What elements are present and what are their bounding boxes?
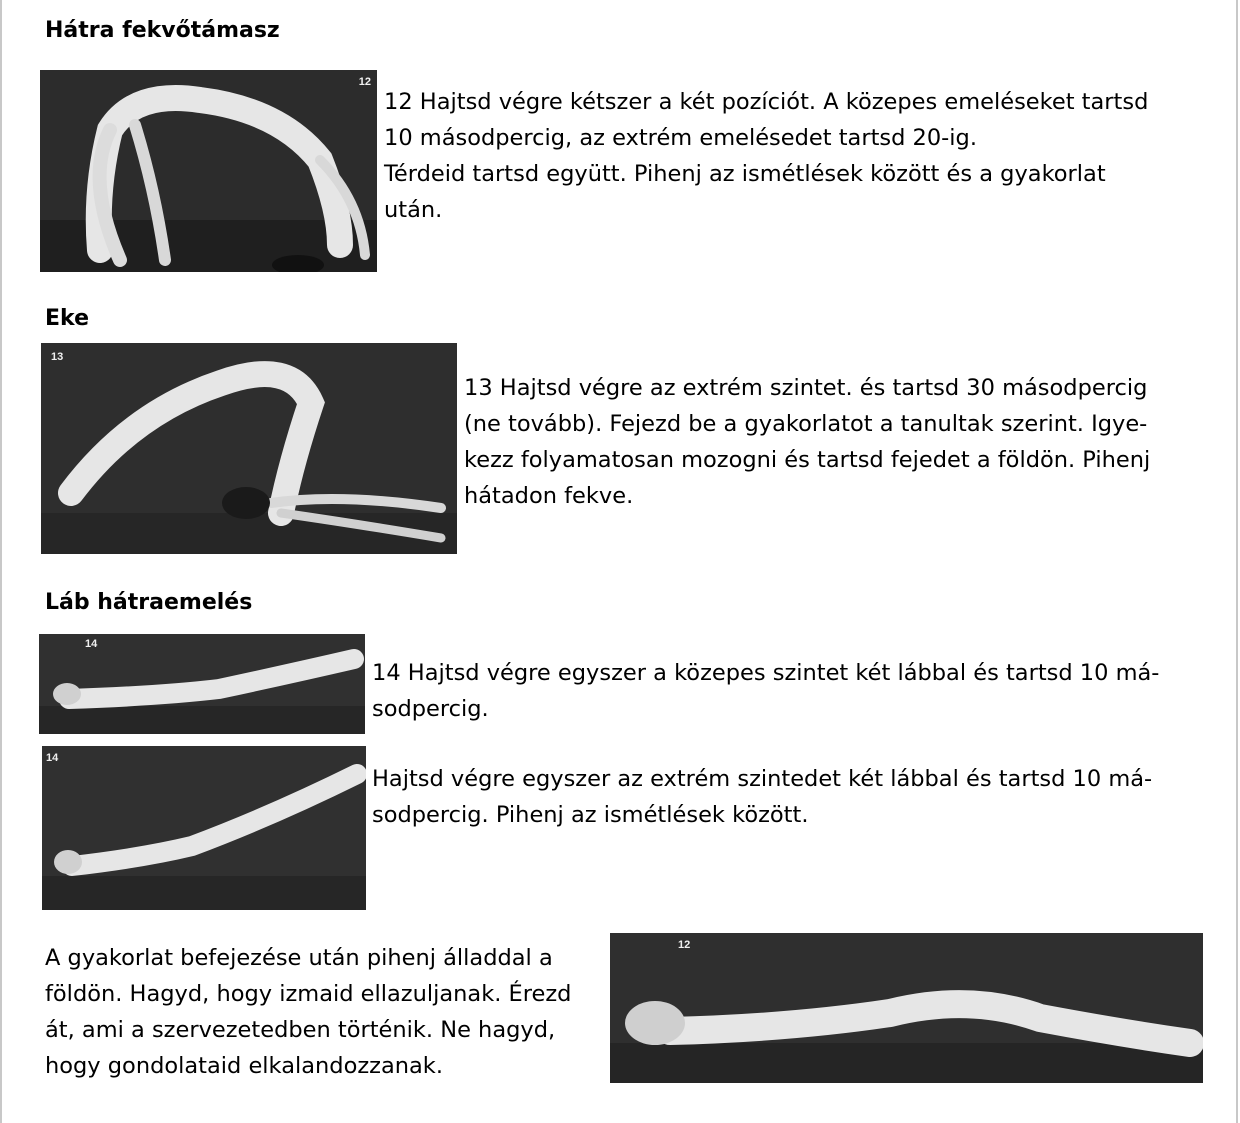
text-line: Hajtsd végre egyszer az extrém szintedet két lábbal és tartsd 10 má-	[372, 766, 1153, 792]
photo-number: 12	[358, 76, 371, 88]
text-line: földön. Hagyd, hogy izmaid ellazuljanak. Érezd	[45, 981, 572, 1007]
leg-raise-extreme-photo	[42, 746, 366, 910]
section-heading-leg-raise: Láb hátraemelés	[45, 590, 253, 615]
backbend-bridge-photo	[40, 70, 377, 272]
text-line: A gyakorlat befejezése után pihenj álladdal a	[45, 945, 553, 971]
text-line: 14 Hajtsd végre egyszer a közepes szintet két lábbal és tartsd 10 má-	[372, 660, 1160, 686]
text-line: 10 másodpercig, az extrém emelésedet tartsd 20-ig.	[384, 125, 977, 151]
text-line: kezz folyamatosan mozogni és tartsd fejedet a földön. Pihenj	[464, 447, 1151, 473]
photo-number: 14	[46, 752, 59, 764]
section-heading-backbend: Hátra fekvőtámasz	[45, 18, 280, 43]
prone-rest-figure-icon	[610, 933, 1203, 1083]
photo-number: 14	[85, 638, 98, 650]
leg-raise-medium-photo	[39, 634, 365, 734]
prone-rest-photo	[610, 933, 1203, 1083]
photo-number: 12	[678, 939, 691, 951]
text-line: Térdeid tartsd együtt. Pihenj az ismétlések között és a gyakorlat	[384, 161, 1106, 187]
plough-pose-photo	[41, 343, 457, 554]
page-right-border	[1236, 0, 1238, 1123]
backbend-bridge-figure-icon	[40, 70, 377, 272]
section-heading-plough: Eke	[45, 306, 89, 331]
text-line: hogy gondolataid elkalandozzanak.	[45, 1053, 443, 1079]
plough-pose-figure-icon	[41, 343, 457, 554]
plough-description	[464, 370, 1150, 514]
text-line: 12 Hajtsd végre kétszer a két pozíciót. A közepes emeléseket tartsd	[384, 89, 1149, 115]
photo-number: 13	[51, 351, 64, 363]
text-line: át, ami a szervezetedben történik. Ne hagyd,	[45, 1017, 556, 1043]
leg-raise-extreme-figure-icon	[42, 746, 366, 910]
text-line: hátadon fekve.	[464, 483, 634, 509]
text-line: után.	[384, 197, 443, 223]
page-left-border	[0, 0, 2, 1123]
backbend-description	[384, 84, 1148, 228]
text-line: sodpercig. Pihenj az ismétlések között.	[372, 802, 809, 828]
text-line: 13 Hajtsd végre az extrém szintet. és tartsd 30 másodpercig	[464, 375, 1148, 401]
text-line: sodpercig.	[372, 696, 489, 722]
closing-description	[45, 940, 571, 1084]
leg-raise-extreme-description	[372, 761, 1152, 833]
text-line: (ne tovább). Fejezd be a gyakorlatot a tanultak szerint. Igye-	[464, 411, 1148, 437]
leg-raise-medium-description	[372, 655, 1159, 727]
